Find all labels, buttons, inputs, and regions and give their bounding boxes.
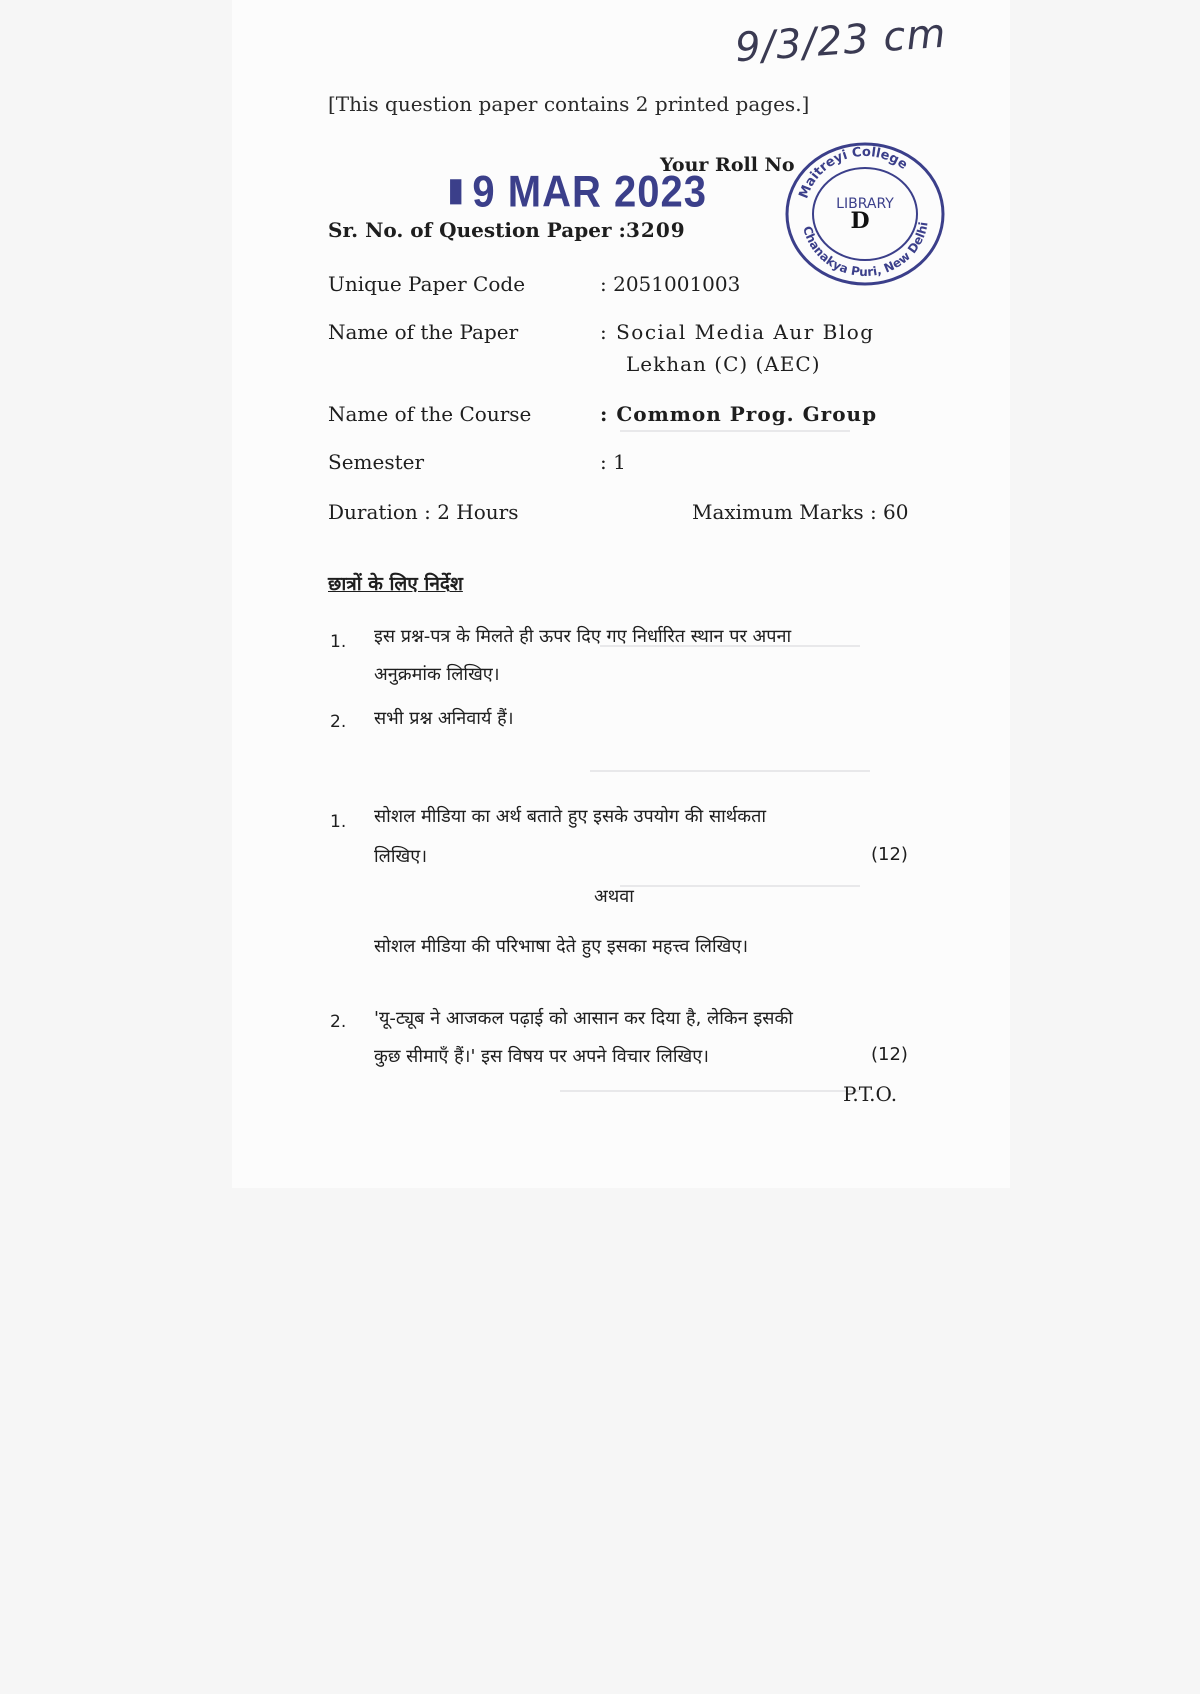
question-text: लिखिए। bbox=[374, 846, 428, 867]
instruction-text: सभी प्रश्न अनिवार्य हैं। bbox=[374, 708, 514, 729]
semester-value: : 1 bbox=[600, 450, 626, 474]
bleed-through-line bbox=[620, 885, 860, 887]
roll-number-label: Your Roll No bbox=[660, 154, 795, 176]
library-seal bbox=[780, 136, 950, 286]
bleed-through-line bbox=[590, 770, 870, 772]
or-separator: अथवा bbox=[594, 886, 634, 907]
bleed-through-line bbox=[620, 430, 850, 432]
seal-center-text: LIBRARY bbox=[836, 196, 894, 212]
sr-no-value: 3209 bbox=[626, 218, 686, 242]
course-name-label: Name of the Course bbox=[328, 402, 532, 426]
question-number: 1. bbox=[330, 812, 347, 832]
bleed-through-line bbox=[560, 1090, 860, 1092]
seal-bottom-text: Chanakya Puri, New Delhi bbox=[800, 220, 931, 280]
instruction-number: 2. bbox=[330, 712, 347, 732]
duration: Duration : 2 Hours bbox=[328, 500, 519, 524]
paper-code-value: : 2051001003 bbox=[600, 272, 741, 296]
question-marks: (12) bbox=[871, 1044, 908, 1065]
paper-set-letter: D bbox=[850, 208, 870, 234]
paper-name-label: Name of the Paper bbox=[328, 320, 519, 344]
date-stamp-text: 9 MAR 2023 bbox=[472, 167, 707, 217]
sr-no-label: Sr. No. of Question Paper : bbox=[328, 218, 626, 242]
question-text: कुछ सीमाएँ हैं।' इस विषय पर अपने विचार लिखिए। bbox=[374, 1046, 709, 1067]
page-count-note: [This question paper contains 2 printed pages.] bbox=[328, 92, 810, 116]
instruction-text: अनुक्रमांक लिखिए। bbox=[374, 664, 500, 685]
instruction-text: इस प्रश्न-पत्र के मिलते ही ऊपर दिए गए निर्धारित स्थान पर अपना bbox=[374, 626, 792, 647]
handwritten-date-note: 9/3/23 cm bbox=[733, 10, 948, 72]
question-text: सोशल मीडिया का अर्थ बताते हुए इसके उपयोग की सार्थकता bbox=[374, 806, 767, 827]
instructions-heading: छात्रों के लिए निर्देश bbox=[328, 573, 463, 595]
please-turn-over: P.T.O. bbox=[843, 1082, 898, 1106]
maximum-marks: Maximum Marks : 60 bbox=[692, 500, 909, 524]
course-name-value: : Common Prog. Group bbox=[600, 402, 878, 426]
question-text: सोशल मीडिया की परिभाषा देते हुए इसका महत्त्व लिखिए। bbox=[374, 936, 749, 957]
paper-code-label: Unique Paper Code bbox=[328, 272, 526, 296]
seal-top-text: Maitreyi College bbox=[796, 144, 911, 201]
instruction-number: 1. bbox=[330, 632, 347, 652]
stamp-mark-icon: ▮ bbox=[448, 171, 465, 207]
question-number: 2. bbox=[330, 1012, 347, 1032]
paper-name-value-line2: Lekhan (C) (AEC) bbox=[626, 352, 821, 376]
paper-name-value: : Social Media Aur Blog bbox=[600, 320, 875, 344]
semester-label: Semester bbox=[328, 450, 425, 474]
question-text: 'यू-ट्यूब ने आजकल पढ़ाई को आसान कर दिया है, लेकिन इसकी bbox=[374, 1008, 793, 1029]
question-marks: (12) bbox=[871, 844, 908, 865]
